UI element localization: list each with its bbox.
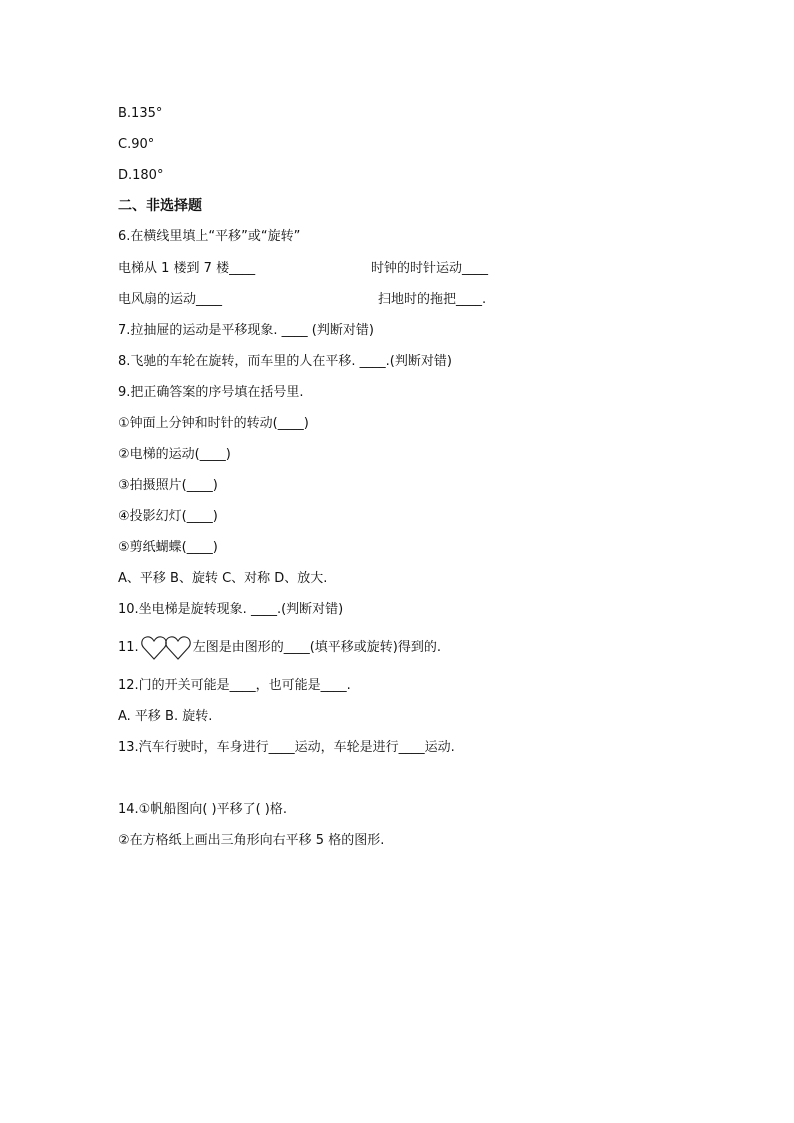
q13: 13.汽车行驶时，车身进行____运动，车轮是进行____运动. [118, 740, 455, 755]
q14-part1: 14.①帆船图向( )平移了( )格. [118, 802, 288, 817]
q9-item-4: ④投影幻灯(____) [118, 509, 218, 524]
q8: 8.飞驰的车轮在旋转，而车里的人在平移. ____.(判断对错) [118, 354, 452, 369]
section-title: 二、非选择题 [118, 198, 202, 214]
option-b: B.135° [118, 106, 163, 121]
q9-choices: A、平移 B、旋转 C、对称 D、放大. [118, 571, 328, 586]
q11-number: 11. [118, 640, 139, 655]
q12-stem: 12.门的开关可能是____，也可能是____. [118, 678, 351, 693]
q11 [118, 633, 441, 663]
q9-item-2: ②电梯的运动(____) [118, 447, 231, 462]
q9-item-5: ⑤剪纸蝴蝶(____) [118, 540, 218, 555]
q9-item-3: ③拍摄照片(____) [118, 478, 218, 493]
q6-row2-left: 电风扇的运动____ [118, 292, 223, 307]
q12-choices: A. 平移 B. 旋转. [118, 709, 213, 724]
q6-stem: 6.在横线里填上“平移”或“旋转” [118, 229, 301, 244]
q14-part2: ②在方格纸上画出三角形向右平移 5 格的图形. [118, 833, 385, 848]
hearts-figure-icon [141, 635, 191, 661]
option-c: C.90° [118, 137, 155, 152]
q10: 10.坐电梯是旋转现象. ____.(判断对错) [118, 602, 344, 617]
q6-row1-right: 时钟的时针运动____ [371, 261, 489, 276]
q6-row2-right: 扫地时的拖把____. [378, 292, 487, 307]
q6-row1-left: 电梯从 1 楼到 7 楼____ [118, 261, 256, 276]
q11-text: 左图是由图形的____(填平移或旋转)得到的. [192, 640, 441, 655]
option-d: D.180° [118, 168, 164, 183]
q7: 7.拉抽屉的运动是平移现象. ____ (判断对错) [118, 323, 374, 338]
q9-stem: 9.把正确答案的序号填在括号里. [118, 385, 304, 400]
q9-item-1: ①钟面上分钟和时针的转动(____) [118, 416, 309, 431]
